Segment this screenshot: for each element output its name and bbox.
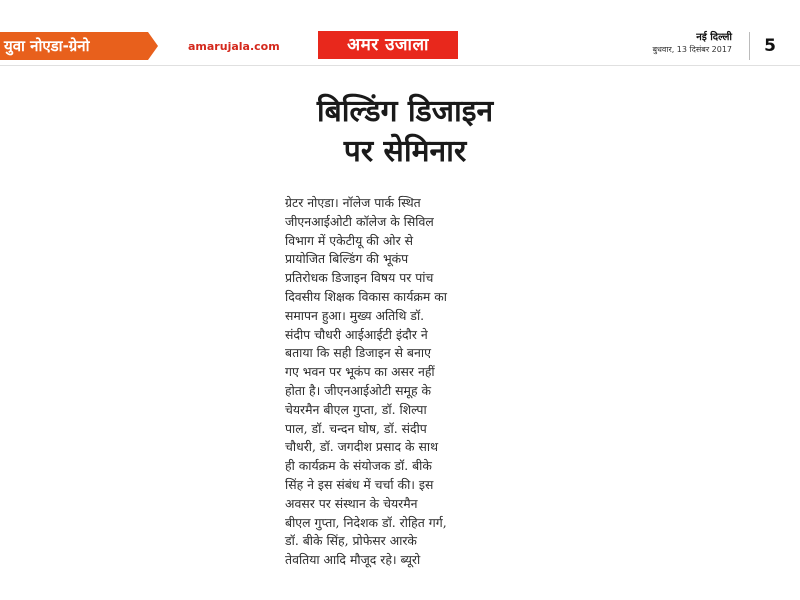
city-name: नई दिल्ली <box>696 32 732 43</box>
dateline <box>652 32 732 56</box>
news-article <box>285 92 525 570</box>
page-number: 5 <box>749 32 790 60</box>
newspaper-logo: अमर उजाला <box>318 31 458 59</box>
section-tag-arrow-icon <box>148 32 158 60</box>
article-headline: बिल्डिंग डिजाइन पर सेमिनार <box>316 94 494 169</box>
site-url: amarujala.com <box>188 40 280 53</box>
publication-date: बुधवार, 13 दिसंबर 2017 <box>652 45 732 54</box>
section-tag: युवा नोएडा-ग्रेनो <box>0 32 148 60</box>
masthead-divider <box>0 65 800 66</box>
masthead <box>0 28 800 64</box>
article-body: ग्रेटर नोएडा। नॉलेज पार्क स्थित जीएनआईओटी कॉलेज के सिविल विभाग में एकेटीयू की ओर से प्रायोजित बिल्डिंग की भूकंप प्रतिरोधक डिजाइन विषय पर पांच दिवसीय शिक्षक विकास कार्यक्रम का समापन हुआ। मुख्य अतिथि डॉ. संदीप चौधरी आईआईटी इंदौर ने बताया कि सही डिजाइन से बनाए गए भवन पर भूकंप का असर नहीं होता है। जीएनआईओटी समूह के चेयरमैन बीएल गुप्ता, डॉ. शिल्पा पाल, डॉ. चन्दन घोष, डॉ. संदीप चौधरी, डॉ. जगदीश प्रसाद के साथ ही कार्यक्रम के संयोजक डॉ. बीके सिंह ने इस संबंध में चर्चा की। इस अवसर पर संस्थान के चेयरमैन बीएल गुप्ता, निदेशक डॉ. रोहित गर्ग, डॉ. बीके सिंह, प्रोफेसर आरके तेवतिया आदि मौजूद रहे। ब्यूरो <box>285 195 448 568</box>
